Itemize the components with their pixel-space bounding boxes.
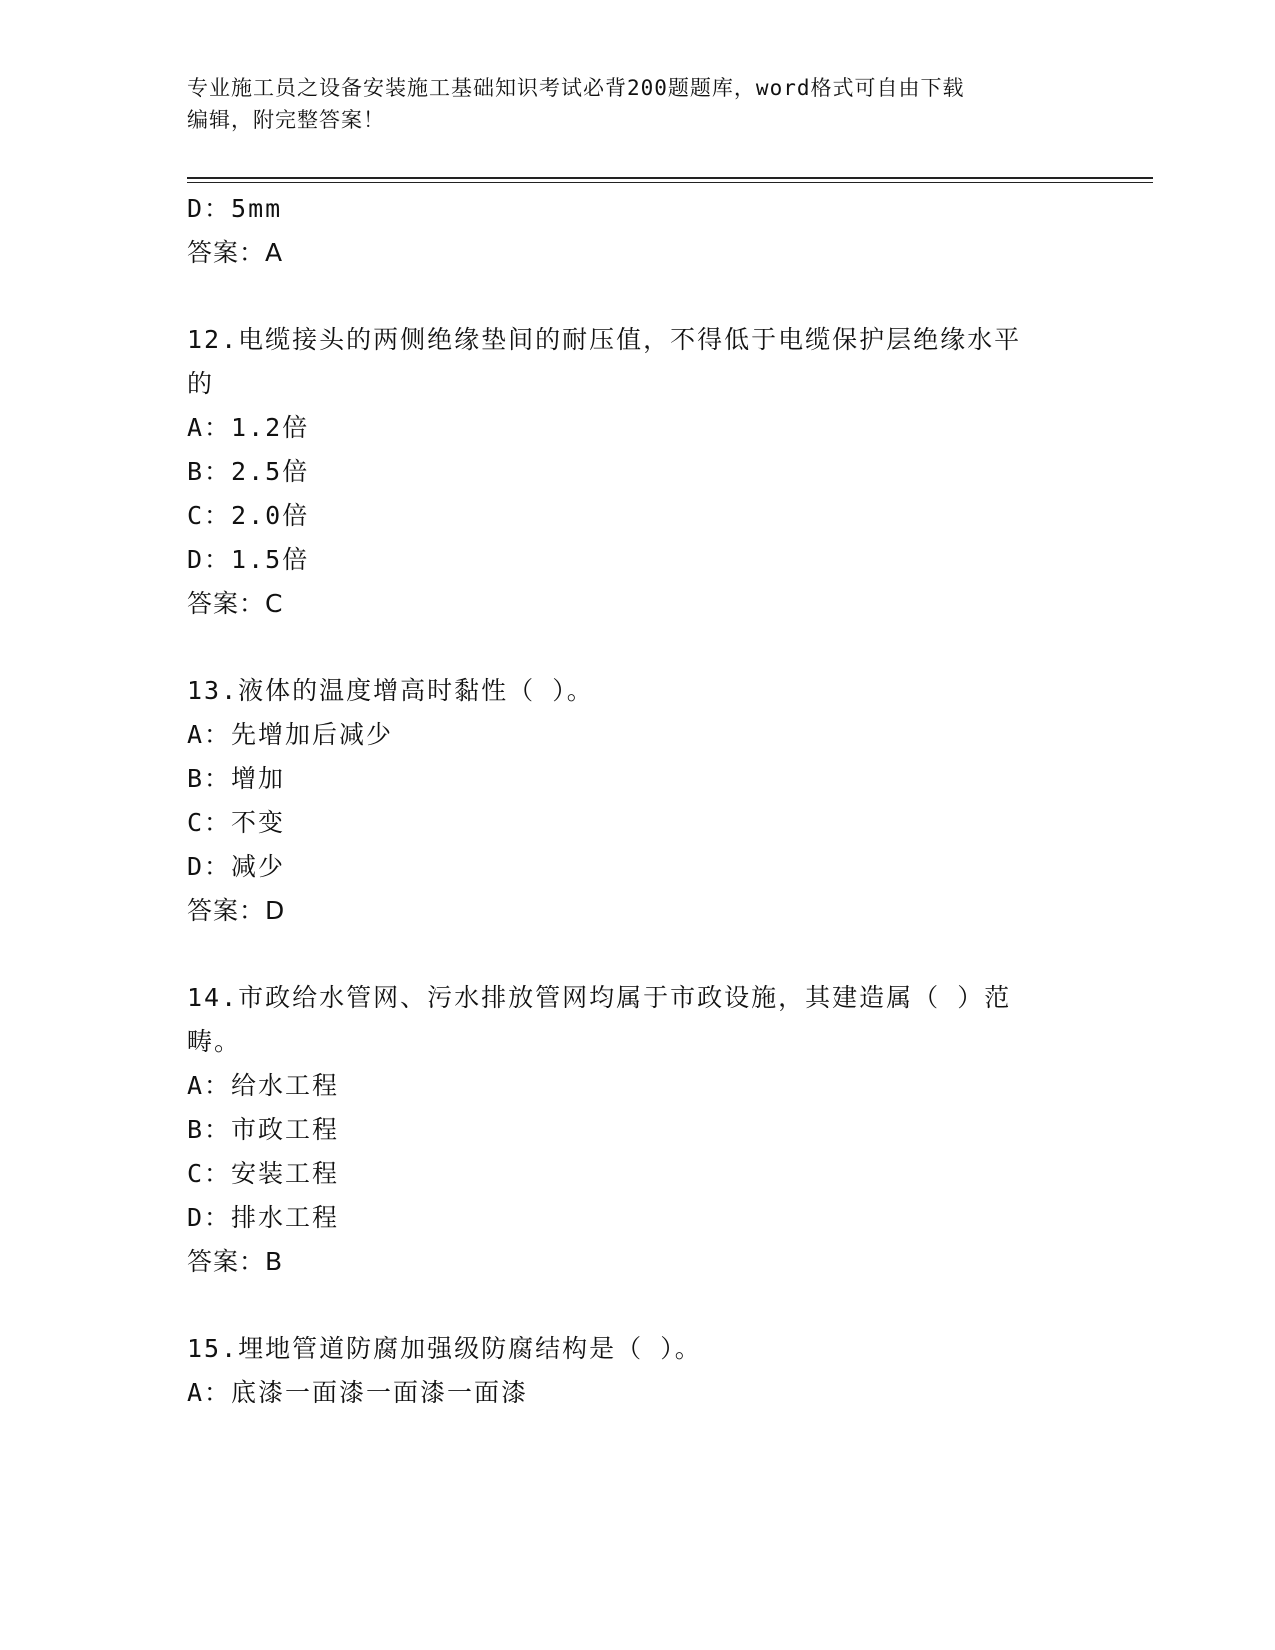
q13-answer: 答案：D — [187, 896, 286, 925]
q13-option-b: B：增加 — [187, 764, 286, 793]
q15-option-a: A：底漆一面漆一面漆一面漆 — [187, 1378, 529, 1407]
header-rule-thick — [187, 177, 1153, 179]
q14-stem-line1: 14.市政给水管网、污水排放管网均属于市政设施，其建造属（ ）范 — [187, 983, 1012, 1012]
q12-stem-line2: 的 — [187, 369, 215, 398]
prev-option-d: D：5mm — [187, 194, 283, 223]
prev-answer: 答案：A — [187, 238, 284, 267]
q13-stem: 13.液体的温度增高时黏性（ ）。 — [187, 676, 594, 705]
q12-option-c: C：2.0倍 — [187, 501, 310, 530]
document-header — [187, 72, 1087, 136]
q12-option-a: A：1.2倍 — [187, 413, 310, 442]
q15-stem: 15.埋地管道防腐加强级防腐结构是（ ）。 — [187, 1334, 702, 1363]
header-title-line1: 专业施工员之设备安装施工基础知识考试必背200题题库，word格式可自由下载 — [187, 76, 965, 100]
q12-stem-line1: 12.电缆接头的两侧绝缘垫间的耐压值，不得低于电缆保护层绝缘水平 — [187, 325, 1022, 354]
q14-stem-line2: 畴。 — [187, 1027, 242, 1056]
q14-answer: 答案：B — [187, 1247, 284, 1276]
q13-option-c: C：不变 — [187, 808, 286, 837]
q12-option-b: B：2.5倍 — [187, 457, 310, 486]
q13-option-a: A：先增加后减少 — [187, 720, 394, 749]
q14-option-a: A：给水工程 — [187, 1071, 340, 1100]
header-title-line2: 编辑，附完整答案！ — [187, 108, 385, 132]
q14-option-b: B：市政工程 — [187, 1115, 340, 1144]
q12-option-d: D：1.5倍 — [187, 545, 310, 574]
q13-option-d: D：减少 — [187, 852, 286, 881]
q14-option-c: C：安装工程 — [187, 1159, 340, 1188]
header-rule-thin — [187, 182, 1153, 183]
q12-answer: 答案：C — [187, 589, 284, 618]
q14-option-d: D：排水工程 — [187, 1203, 340, 1232]
